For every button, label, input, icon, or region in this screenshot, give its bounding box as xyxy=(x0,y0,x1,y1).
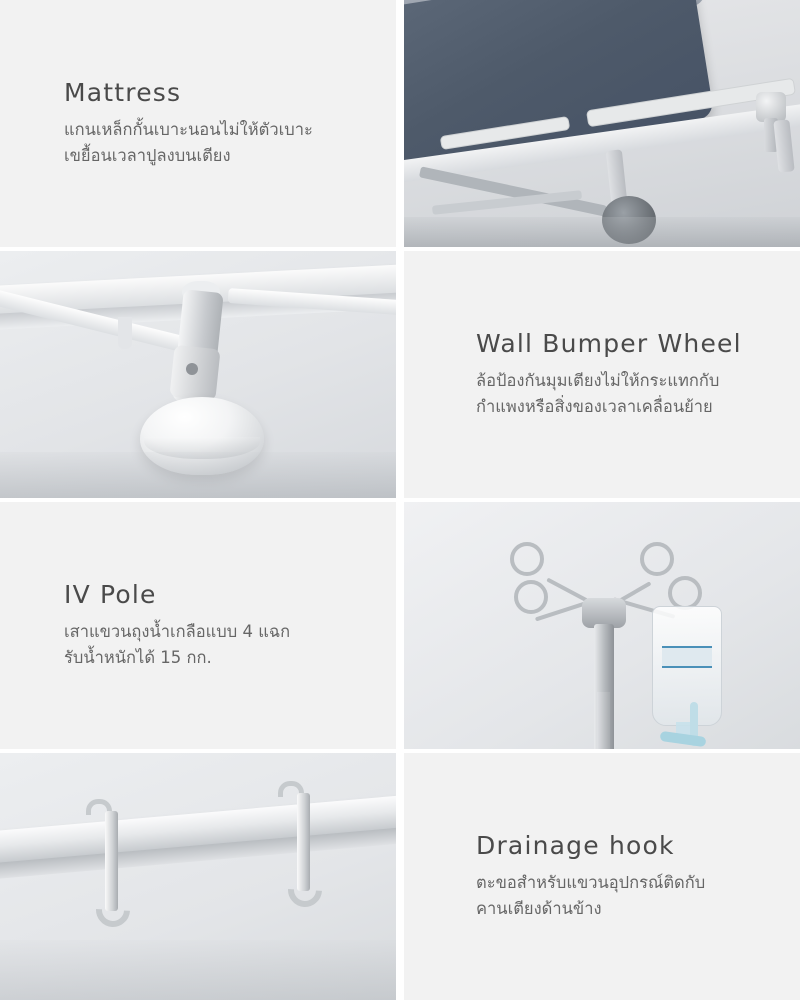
hook-curl xyxy=(281,866,329,914)
feature-text-wall-bumper-wheel xyxy=(404,251,800,498)
feature-row-mattress xyxy=(0,0,800,247)
feature-title-iv-pole: IV Pole xyxy=(64,580,157,610)
iv-hook-loop xyxy=(668,576,702,610)
wheel-clamp-bolt xyxy=(186,363,198,375)
column-gap xyxy=(396,251,404,498)
feature-description-wall-bumper-wheel xyxy=(476,368,800,419)
iv-hook-loop xyxy=(510,542,544,576)
feature-description-drainage-hook xyxy=(476,870,800,921)
feature-text-drainage-hook xyxy=(404,753,800,1000)
feature-text-iv-pole xyxy=(0,502,396,749)
feature-row-iv-pole xyxy=(0,502,800,749)
iv-pole-inner-shaft xyxy=(597,692,610,749)
feature-description-mattress xyxy=(64,117,396,168)
column-gap xyxy=(396,502,404,749)
column-gap xyxy=(396,753,404,1000)
description-line: ล้อป้องกันมุมเตียงไม่ให้กระแทกกับ xyxy=(476,371,720,391)
iv-hook-loop xyxy=(640,542,674,576)
description-line: รับน้ำหนักได้ 15 กก. xyxy=(64,648,212,667)
feature-title-drainage-hook: Drainage hook xyxy=(476,831,675,861)
mattress-photo xyxy=(404,0,800,247)
description-line: เสาแขวนถุงน้ำเกลือแบบ 4 แฉก xyxy=(64,622,291,642)
photo-floor-shadow xyxy=(0,940,396,1000)
feature-text-mattress xyxy=(0,0,396,247)
frame-bracket xyxy=(118,317,132,349)
hook-curl xyxy=(89,886,137,934)
photo-floor-shadow xyxy=(0,452,396,498)
feature-row-wall-bumper-wheel xyxy=(0,251,800,498)
feature-row-drainage-hook xyxy=(0,753,800,1000)
iv-bag-label xyxy=(662,646,712,668)
description-line: กำแพงหรือสิ่งของเวลาเคลื่อนย้าย xyxy=(476,397,713,416)
drainage-hook-photo xyxy=(0,753,396,1000)
description-line: ตะขอสำหรับแขวนอุปกรณ์ติดกับ xyxy=(476,873,706,893)
feature-title-mattress: Mattress xyxy=(64,78,182,108)
column-gap xyxy=(396,0,404,247)
iv-tube xyxy=(660,731,707,747)
feature-title-wall-bumper-wheel: Wall Bumper Wheel xyxy=(476,329,742,359)
description-line: แกนเหล็กกั้นเบาะนอนไม่ให้ตัวเบาะ xyxy=(64,120,313,140)
description-line: คานเตียงด้านข้าง xyxy=(476,899,602,918)
photo-floor-shadow xyxy=(404,217,800,247)
description-line: เขยื้อนเวลาปูลงบนเตียง xyxy=(64,146,231,165)
iv-pole-photo xyxy=(404,502,800,749)
iv-hook-loop xyxy=(514,580,548,614)
feature-description-iv-pole xyxy=(64,619,396,670)
wall-bumper-wheel-photo xyxy=(0,251,396,498)
